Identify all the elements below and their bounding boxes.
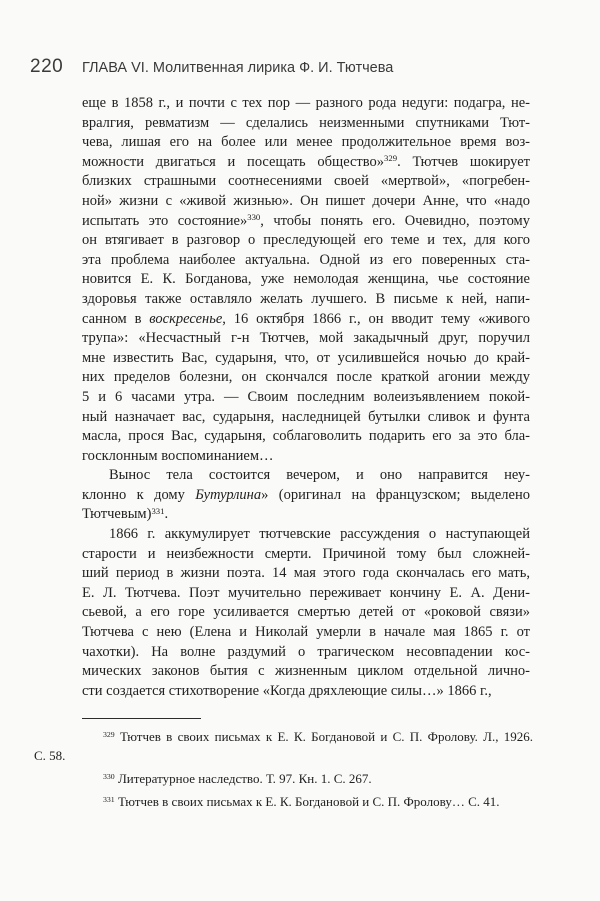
body-text (82, 94, 530, 701)
body-line: старости и неизбежности смерти. Причиной тому был сложней- (82, 545, 530, 562)
body-line: Е. Л. Тютчева. Поэт мучительно переживает кончину Е. А. Дени- (82, 584, 530, 601)
body-line: Тютчева с нею (Елена и Николай умерли в начале мая 1865 г. от (82, 624, 530, 641)
body-line: ный назначает вас, сударыня, наследницей бутылки сливок и фунта (82, 408, 530, 425)
body-line: новится Е. К. Богданова, уже немолодая женщина, чье состояние (82, 271, 530, 288)
running-head: ГЛАВА VI. Молитвенная лирика Ф. И. Тютчева (82, 59, 394, 76)
body-line: эта проблема наиболее актуальна. Одной из его поверенных ста- (82, 251, 530, 268)
body-line: ший период в жизни поэта. 14 мая этого года скончалась его мать, (82, 565, 530, 582)
body-line: можности двигаться и посещать общество»$^{329}$. Тютчев шокирует (82, 153, 530, 170)
body-line: испытать это состояние»$^{330}$, чтобы понять его. Очевидно, поэтому (82, 212, 530, 229)
body-line: клонно к дому Бутурлина» (оригинал на французском; выделено (82, 486, 530, 503)
body-line: Вынос тела состоится вечером, и оно направится неу- (109, 467, 530, 484)
body-line: здоровья также оставляло желать лучшего. В письме к ней, напи- (82, 290, 530, 307)
body-line: 1866 г. аккумулирует тютчевские рассуждения о наступающей (109, 526, 530, 543)
footnote-line: $^{331}$ Тютчев в своих письмах к Е. К. Богдановой и С. П. Фролову… С. 41. (103, 794, 500, 809)
body-line: Тютчевым)$^{331}$. (82, 506, 169, 523)
body-line: 5 и 6 часами утра. — Своим последним волеизъявлением покой- (82, 388, 530, 405)
footnote-line: $^{329}$ Тютчев в своих письмах к Е. К. Богдановой и С. П. Фролову. Л., 1926. (103, 729, 533, 744)
footnote-separator (82, 718, 201, 719)
footnotes (34, 727, 533, 815)
body-line: близких страшными соотнесениями своей «мертвой», «погребен- (82, 173, 530, 190)
body-line: еще в 1858 г., и почти с тех пор — разного рода недуги: подагра, не- (82, 95, 530, 111)
page-number: 220 (30, 56, 64, 77)
body-line: мне известить Вас, сударыня, что, от усилившейся ночью до край- (82, 349, 530, 366)
body-line: госклонным воспоминанием… (82, 447, 274, 464)
body-line: трупа»: «Несчастный г-н Тютчев, мой закадычный друг, поручил (82, 330, 530, 347)
body-line: них пределов болезни, он скончался после краткой агонии между (82, 369, 530, 386)
page-header (0, 56, 600, 80)
body-line: мических законов бытия с жизненным циклом отдельной лично- (82, 663, 530, 680)
footnote-line: $^{330}$ Литературное наследство. Т. 97. Кн. 1. С. 267. (103, 771, 372, 786)
body-line: сти создается стихотворение «Когда дряхлеющие силы…» 1866 г., (82, 682, 492, 699)
body-line: чахотки). На волне раздумий о трагическом несовпадении кос- (82, 643, 530, 660)
body-line: санном в воскресенье, 16 октября 1866 г., он вводит тему «живого (82, 310, 530, 327)
footnote (34, 792, 533, 811)
body-line: чева, лишая его на более или менее продолжительное время воз- (82, 134, 530, 151)
body-line: сьевой, а его горе усиливается смертью детей от «роковой связи» (82, 604, 530, 621)
body-line: он втягивает в разговор о преследующей его теме и тех, для кого (82, 232, 530, 249)
footnote-line: С. 58. (34, 748, 66, 763)
body-line: ной» жизни с «живой жизнью». Он пишет дочери Анне, что «надо (82, 192, 530, 209)
body-line: вралгия, ревматизм — сделались неизменными спутниками Тют- (82, 114, 530, 131)
footnote (34, 769, 533, 788)
footnote (34, 727, 533, 765)
body-line: масла, прося Вас, сударыня, соблаговолить подарить его за это бла- (82, 428, 530, 445)
